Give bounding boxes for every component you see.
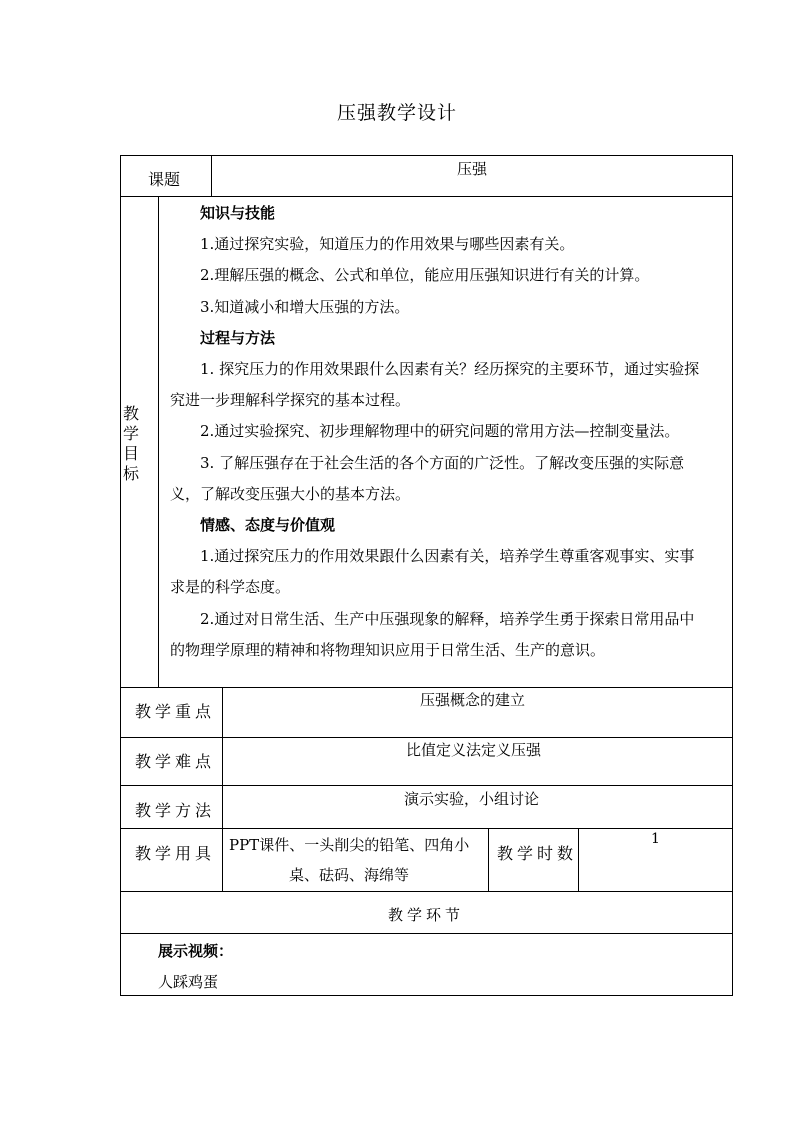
section-heading: 知识与技能 — [200, 204, 276, 222]
tools-value-line2: 桌、砝码、海绵等 — [289, 866, 410, 884]
section-heading: 情感、态度与价值观 — [200, 516, 336, 534]
key-point-label: 教学重点 — [135, 702, 216, 721]
topic-value: 压强 — [457, 160, 488, 178]
objective-line: 求是的科学态度。 — [170, 578, 291, 596]
objective-line: 2.通过实验探究、初步理解物理中的研究问题的常用方法—控制变量法。 — [200, 422, 680, 440]
objective-line: 2.通过对日常生活、生产中压强现象的解释，培养学生勇于探索日常用品中 — [200, 610, 695, 628]
method-value: 演示实验，小组讨论 — [404, 790, 540, 808]
tools-value-line1: PPT课件、一头削尖的铅笔、四角小 — [229, 836, 470, 854]
objective-line: 1.通过探究压力的作用效果跟什么因素有关，培养学生尊重客观事实、实事 — [200, 547, 695, 565]
objectives-label-char: 教 — [122, 404, 139, 423]
hours-label: 教学时数 — [497, 844, 578, 863]
objective-line: 义，了解改变压强大小的基本方法。 — [170, 485, 411, 503]
topic-label: 课题 — [148, 170, 181, 189]
objective-line: 2.理解压强的概念、公式和单位，能应用压强知识进行有关的计算。 — [200, 266, 650, 284]
difficulty-value: 比值定义法定义压强 — [406, 741, 542, 759]
objectives-label-char: 标 — [122, 464, 139, 483]
tools-label: 教学用具 — [135, 844, 216, 863]
objective-line: 1. 探究压力的作用效果跟什么因素有关？经历探究的主要环节，通过实验探 — [200, 360, 700, 378]
objective-line: 的物理学原理的精神和将物理知识应用于日常生活、生产的意识。 — [170, 641, 606, 659]
objectives-label-char: 学 — [122, 424, 139, 443]
objective-line: 3.知道减小和增大压强的方法。 — [200, 298, 410, 316]
video-heading: 展示视频： — [158, 942, 234, 960]
hours-value: 1 — [651, 831, 660, 847]
objective-line: 究进一步理解科学探究的基本过程。 — [170, 391, 411, 409]
objectives-label-char: 目 — [122, 444, 139, 463]
section-heading: 过程与方法 — [200, 329, 276, 347]
objective-line: 1.通过探究实验，知道压力的作用效果与哪些因素有关。 — [200, 235, 575, 253]
key-point-value: 压强概念的建立 — [420, 691, 526, 709]
page-title: 压强教学设计 — [336, 102, 457, 124]
difficulty-label: 教学难点 — [135, 752, 216, 771]
video-text: 人踩鸡蛋 — [158, 973, 219, 991]
method-label: 教学方法 — [135, 801, 216, 820]
teaching-steps-label: 教学环节 — [388, 906, 465, 924]
objective-line: 3. 了解压强存在于社会生活的各个方面的广泛性。了解改变压强的实际意 — [200, 454, 685, 472]
